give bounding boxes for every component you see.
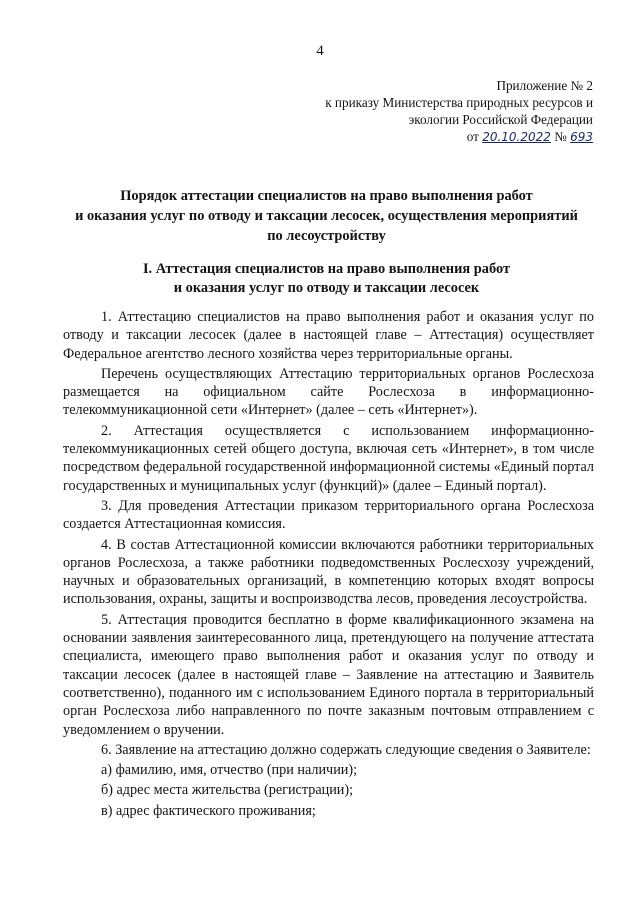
- number-prefix: №: [550, 129, 571, 144]
- paragraph-1: 1. Аттестацию специалистов на право выполнения работ и оказания услуг по отводу и таксации лесосек (далее в настоящей главе – Аттестация) осуществляет Федеральное агентство лесного хозяйства через территориальные органы.: [63, 309, 594, 362]
- section-heading: [60, 260, 593, 298]
- list-item-a: а) фамилию, имя, отчество (при наличии);: [101, 762, 358, 779]
- title-line-2: и оказания услуг по отводу и таксации лесосек, осуществления мероприятий: [75, 208, 578, 224]
- handwritten-number: 693: [570, 130, 593, 144]
- appendix-header: [303, 77, 593, 146]
- paragraph-4: 4. В состав Аттестационной комиссии включаются работники территориальных органов Рослесхоза, а также работники подведомственных Рослесхозу учреждений, научных и образовательных организаций, в компетенцию которых входят вопросы использования, охраны, защиты и воспроизводства лесов, проведения лесоустройства.: [63, 536, 594, 608]
- paragraph-2: 2. Аттестация осуществляется с использованием информационно-телекоммуникационных сетей общего доступа, включая сеть «Интернет», в том числе посредством федеральной государственной информационной системы «Единый портал государственных и муниципальных услуг (функций)» (далее – Единый портал).: [63, 422, 594, 494]
- section-line-2: и оказания услуг по отводу и таксации лесосек: [173, 280, 480, 296]
- paragraph-6: 6. Заявление на аттестацию должно содержать следующие сведения о Заявителе:: [101, 741, 591, 758]
- paragraph-3: 3. Для проведения Аттестации приказом территориального органа Рослесхоза создается Аттестационная комиссия.: [63, 497, 594, 533]
- appendix-line-3: экологии Российской Федерации: [408, 112, 593, 127]
- section-line-1: I. Аттестация специалистов на право выполнения работ: [142, 261, 511, 277]
- page-number: 4: [316, 43, 324, 59]
- document-body: [63, 308, 594, 822]
- title-line-1: Порядок аттестации специалистов на право выполнения работ: [120, 188, 533, 204]
- paragraph-list-of-organs: Перечень осуществляющих Аттестацию территориальных органов Рослесхоза размещается на официальном сайте Рослесхоза в информационно-телекоммуникационной сети «Интернет» (далее – сеть «Интернет»).: [63, 365, 594, 419]
- document-title: [60, 186, 593, 246]
- list-item-b: б) адрес места жительства (регистрации);: [101, 782, 354, 799]
- date-prefix: от: [466, 129, 483, 144]
- appendix-line-2: к приказу Министерства природных ресурсов и: [325, 95, 593, 110]
- appendix-date-line: [303, 128, 593, 146]
- handwritten-date: 20.10.2022: [482, 130, 551, 144]
- appendix-line-1: Приложение № 2: [496, 78, 593, 93]
- title-line-3: по лесоустройству: [267, 228, 386, 244]
- list-item-c: в) адрес фактического проживания;: [101, 802, 316, 819]
- paragraph-5: 5. Аттестация проводится бесплатно в форме квалификационного экзамена на основании заявления заинтересованного лица, претендующего на получение аттестата специалиста, имеющего право выполнения работ и оказания услуг по отводу и таксации лесосек (далее в настоящей главе – Заявление на аттестацию и Заявитель соответственно), поданного им с использованием Единого портала в территориальный орган Рослесхоза либо направленного по почте заказным почтовым отправлением с уведомлением о вручении.: [63, 611, 594, 738]
